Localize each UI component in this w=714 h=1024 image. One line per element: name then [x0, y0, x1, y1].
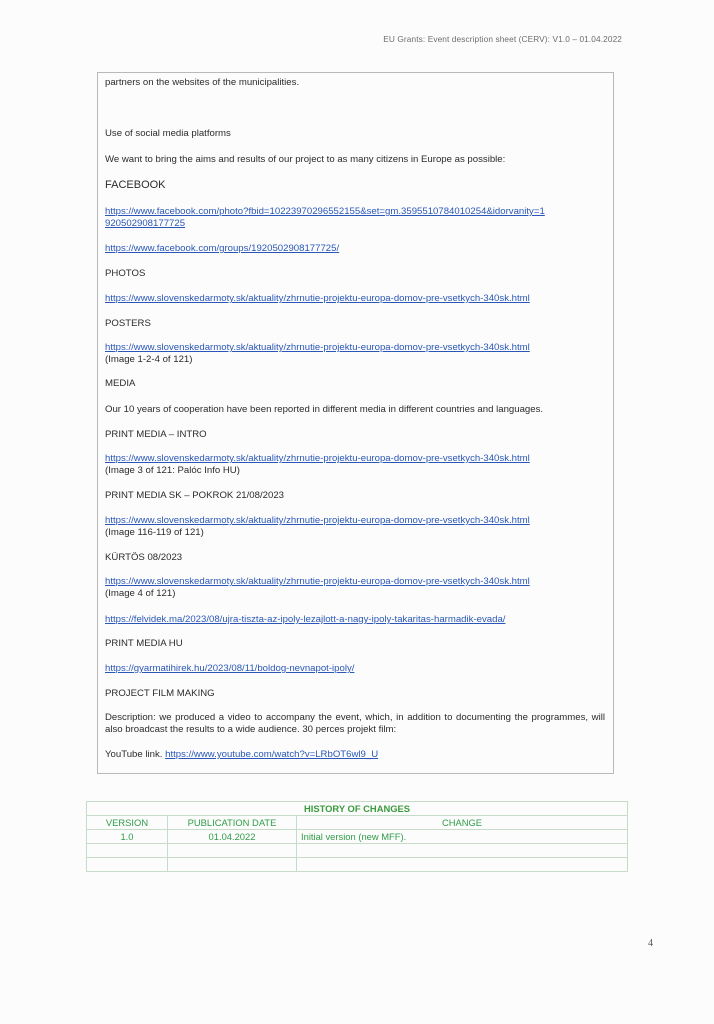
youtube-link[interactable]: https://www.youtube.com/watch?v=LRbOT6wl9_U [165, 749, 379, 760]
kurtos-heading: KÜRTÖS 08/2023 [105, 552, 183, 563]
posters-heading: POSTERS [105, 318, 151, 329]
table-row-empty [87, 844, 628, 858]
social-intro: We want to bring the aims and results of our project to as many citizens in Europe as possible: [105, 154, 506, 165]
table-row-empty [87, 858, 628, 872]
cell-change: Initial version (new MFF). [297, 830, 628, 844]
facebook-photo-link-cont[interactable]: 920502908177725 [105, 218, 186, 229]
felvidek-link[interactable]: https://felvidek.ma/2023/08/ujra-tiszta-az-ipoly-lezajlott-a-nagy-ipoly-takaritas-harmadik-evada/ [105, 614, 506, 625]
media-text: Our 10 years of cooperation have been reported in different media in different countries and languages. [105, 404, 544, 415]
history-title: HISTORY OF CHANGES [87, 802, 628, 816]
print-intro-link[interactable]: https://www.slovenskedarmoty.sk/aktuality/zhrnutie-projektu-europa-domov-pre-vsetkych-340sk.html [105, 453, 530, 464]
photos-link[interactable]: https://www.slovenskedarmoty.sk/aktuality/zhrnutie-projektu-europa-domov-pre-vsetkych-340sk.html [105, 293, 530, 304]
print-intro-note: (Image 3 of 121: Palóc Info HU) [105, 465, 240, 476]
photos-heading: PHOTOS [105, 268, 146, 279]
posters-note: (Image 1-2-4 of 121) [105, 354, 193, 365]
document-header: EU Grants: Event description sheet (CERV): V1.0 – 01.04.2022 [383, 34, 622, 44]
facebook-photo-link[interactable]: https://www.facebook.com/photo?fbid=10223970296552155&set=gm.3595510784010254&idorvanity=1 [105, 206, 545, 217]
social-heading: Use of social media platforms [105, 128, 231, 139]
posters-link[interactable]: https://www.slovenskedarmoty.sk/aktuality/zhrnutie-projektu-europa-domov-pre-vsetkych-340sk.html [105, 342, 530, 353]
cell-date: 01.04.2022 [168, 830, 297, 844]
facebook-heading: FACEBOOK [105, 179, 166, 191]
media-heading: MEDIA [105, 378, 136, 389]
kurtos-link[interactable]: https://www.slovenskedarmoty.sk/aktuality/zhrnutie-projektu-europa-domov-pre-vsetkych-340sk.html [105, 576, 530, 587]
cell-version: 1.0 [87, 830, 168, 844]
film-heading: PROJECT FILM MAKING [105, 688, 215, 699]
print-sk-heading: PRINT MEDIA SK – POKROK 21/08/2023 [105, 490, 284, 501]
print-sk-link[interactable]: https://www.slovenskedarmoty.sk/aktuality/zhrnutie-projektu-europa-domov-pre-vsetkych-340sk.html [105, 515, 530, 526]
youtube-label: YouTube link. [105, 749, 163, 760]
history-of-changes-table [86, 801, 628, 872]
youtube-line [105, 749, 378, 761]
column-header-version: VERSION [87, 816, 168, 830]
kurtos-note: (Image 4 of 121) [105, 588, 176, 599]
column-header-publication-date: PUBLICATION DATE [168, 816, 297, 830]
column-header-change: CHANGE [297, 816, 628, 830]
print-intro-heading: PRINT MEDIA – INTRO [105, 429, 207, 440]
film-description: Description: we produced a video to accompany the event, which, in addition to documenting the programmes, will also broadcast the results to a wide audience. 30 perces projekt film: [105, 712, 605, 735]
table-row [87, 830, 628, 844]
page-number: 4 [648, 938, 653, 949]
print-hu-link[interactable]: https://gyarmatihirek.hu/2023/08/11/boldog-nevnapot-ipoly/ [105, 663, 355, 674]
facebook-group-link[interactable]: https://www.facebook.com/groups/1920502908177725/ [105, 243, 340, 254]
paragraph-municipalities: partners on the websites of the municipalities. [105, 77, 300, 88]
print-hu-heading: PRINT MEDIA HU [105, 638, 183, 649]
print-sk-note: (Image 116-119 of 121) [105, 527, 204, 538]
